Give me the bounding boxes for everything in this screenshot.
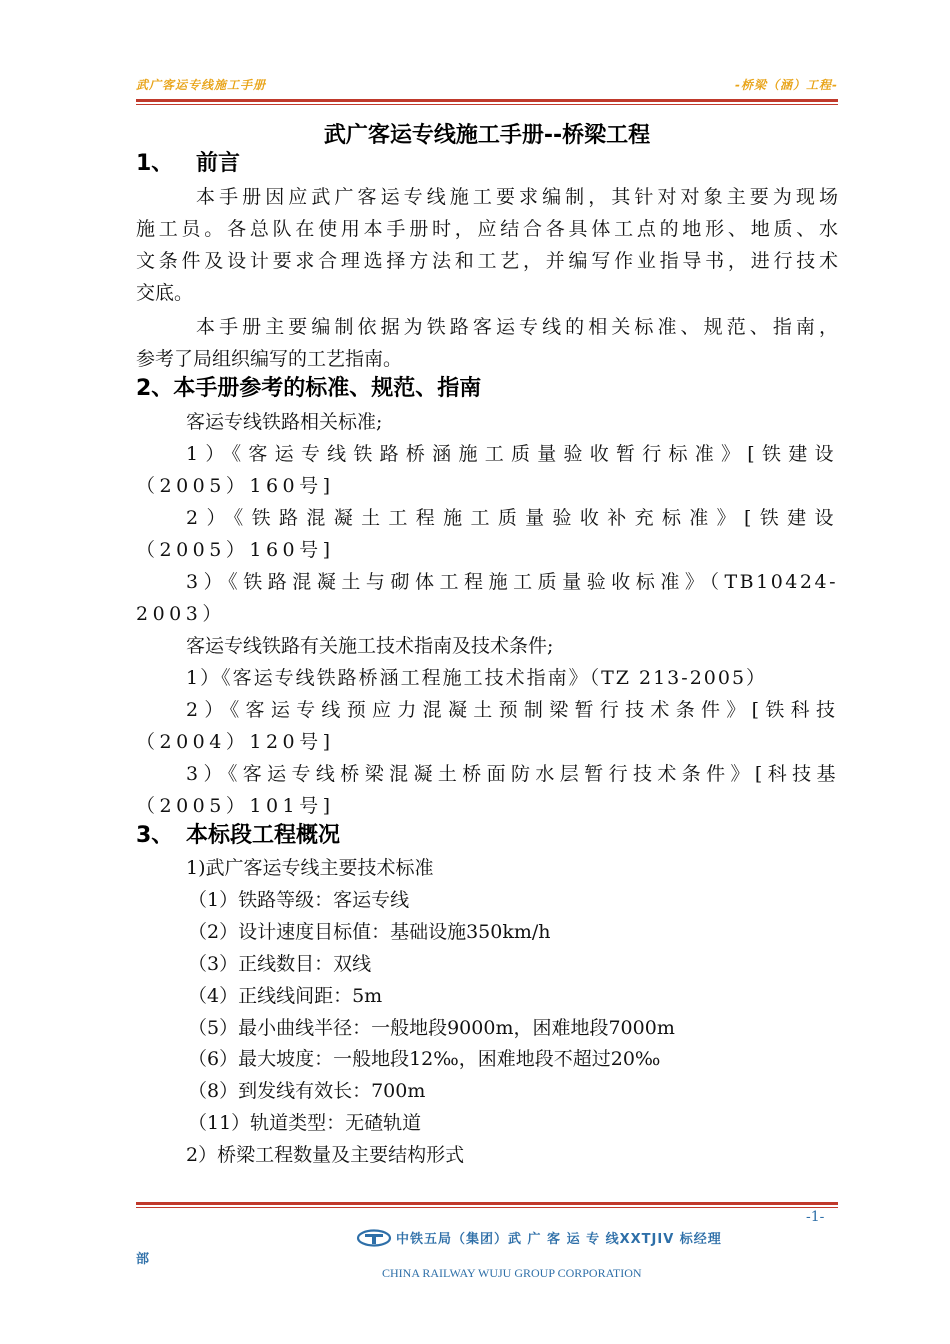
header-left-text: 武广客运专线施工手册 xyxy=(136,78,267,92)
section-3-number: 3、 xyxy=(136,823,174,848)
page-header xyxy=(136,70,838,98)
s3-item-1: （1）铁路等级：客运专线 xyxy=(188,889,410,911)
s3-subheading-bridges: 2）桥梁工程数量及主要结构形式 xyxy=(186,1144,465,1166)
s3-item-3: （3）正线数目：双线 xyxy=(188,953,372,975)
header-right-text: -桥梁（涵）工程- xyxy=(735,78,838,92)
s1-paragraph1-line4: 交底。 xyxy=(136,282,194,304)
s2-subheading-standards: 客运专线铁路相关标准; xyxy=(186,411,383,433)
s2-standard-2-line1: 2）《铁路混凝土工程施工质量验收补充标准》[铁建设 xyxy=(186,507,838,529)
s3-item-6: （6）最大坡度：一般地段12‰，困难地段不超过20‰ xyxy=(188,1048,661,1070)
s2-guide-1: 1）《客运专线铁路桥涵工程施工技术指南》（TZ 213-2005） xyxy=(186,667,768,689)
s2-guide-3-line2: （2005）101号] xyxy=(136,795,335,817)
header-rule xyxy=(136,99,838,102)
footer-rule xyxy=(136,1202,838,1205)
footer-organization: 中铁五局（集团）武 广 客 运 专 线XXTJIV 标经理 xyxy=(396,1232,722,1247)
page-number: -1- xyxy=(806,1209,825,1225)
section-2-title: 2、本手册参考的标准、规范、指南 xyxy=(136,376,482,401)
s1-paragraph2-line2: 参考了局组织编写的工艺指南。 xyxy=(136,348,403,370)
section-1-title: 前言 xyxy=(196,151,241,176)
s2-standard-1-line1: 1）《客运专线铁路桥涵施工质量验收暂行标准》[铁建设 xyxy=(186,443,838,465)
s3-item-2: （2）设计速度目标值：基础设施350km/h xyxy=(188,921,551,943)
s2-subheading-guides: 客运专线铁路有关施工技术指南及技术条件; xyxy=(186,635,554,657)
s1-paragraph1-line1: 本手册因应武广客运专线施工要求编制，其针对对象主要为现场 xyxy=(196,186,838,208)
s2-standard-2-line2: （2005）160号] xyxy=(136,539,335,561)
s3-item-5: （5）最小曲线半径：一般地段9000m，困难地段7000m xyxy=(188,1017,675,1039)
footer-english-name: CHINA RAILWAY WUJU GROUP CORPORATION xyxy=(382,1266,642,1280)
s1-paragraph1-line2: 施工员。各总队在使用本手册时，应结合各具体工点的地形、地质、水 xyxy=(136,218,838,240)
crec-logo-icon xyxy=(356,1229,392,1247)
s2-guide-2-line1: 2）《客运专线预应力混凝土预制梁暂行技术条件》[铁科技 xyxy=(186,699,838,721)
document-title: 武广客运专线施工手册--桥梁工程 xyxy=(323,123,651,148)
s2-standard-3-line1: 3）《铁路混凝土与砌体工程施工质量验收标准》（TB10424- xyxy=(186,571,838,593)
header-rule-thin xyxy=(136,104,838,105)
s2-standard-1-line2: （2005）160号] xyxy=(136,475,335,497)
s2-standard-3-line2: 2003） xyxy=(136,603,226,625)
s1-paragraph1-line3: 文条件及设计要求合理选择方法和工艺，并编写作业指导书，进行技术 xyxy=(136,250,838,272)
s1-paragraph2-line1: 本手册主要编制依据为铁路客运专线的相关标准、规范、指南， xyxy=(196,316,838,338)
s3-item-4: （4）正线线间距：5m xyxy=(188,985,383,1007)
s3-subheading-standards: 1)武广客运专线主要技术标准 xyxy=(186,857,434,879)
footer-rule-thin xyxy=(136,1207,838,1208)
section-1-number: 1、 xyxy=(136,151,174,176)
s3-item-8: （8）到发线有效长：700m xyxy=(188,1080,426,1102)
s3-item-11: （11）轨道类型：无碴轨道 xyxy=(188,1112,422,1134)
section-3-title: 本标段工程概况 xyxy=(186,823,341,848)
footer-organization-tail: 部 xyxy=(136,1252,150,1267)
s2-guide-3-line1: 3）《客运专线桥梁混凝土桥面防水层暂行技术条件》[科技基 xyxy=(186,763,838,785)
s2-guide-2-line2: （2004）120号] xyxy=(136,731,335,753)
